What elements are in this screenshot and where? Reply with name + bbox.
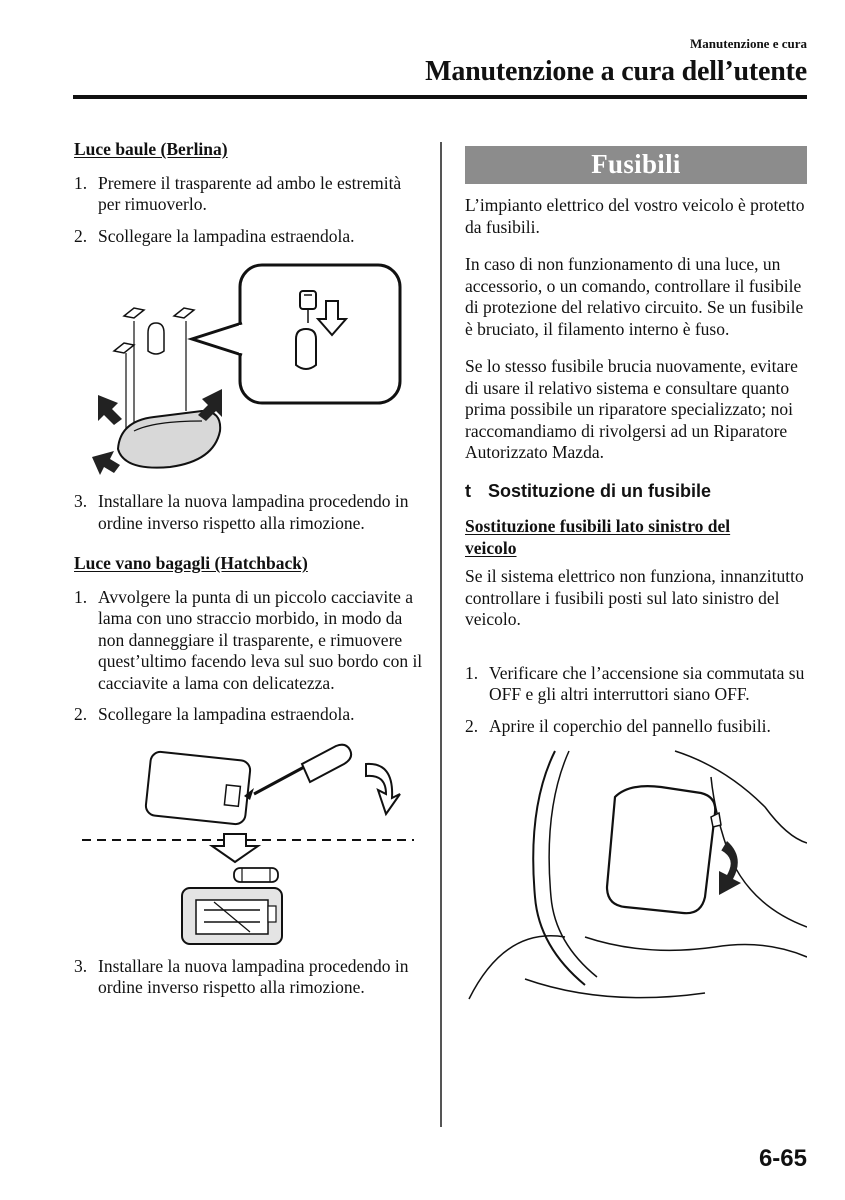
header-divider <box>73 95 807 99</box>
cargo-step-1 <box>74 587 426 695</box>
step-text: Avvolgere la punta di un piccolo cacciavite a lama con uno straccio morbido, in modo da non danneggiare il trasparente, e rimuovere quest’ultimo facendo leva sul suo bordo con il cacciavite a lama con delicatezza. <box>98 586 423 693</box>
trunk-step-2 <box>74 226 426 248</box>
step-number: 2. <box>74 704 88 724</box>
step-text: Installare la nuova lampadina procedendo in ordine inverso rispetto alla rimozione. <box>98 491 409 533</box>
header-section-label: Manutenzione e cura <box>690 36 807 51</box>
fuse-panel-illustration <box>465 747 807 1002</box>
right-column <box>465 146 807 1002</box>
cargo-step-3 <box>74 956 426 999</box>
step-number: 3. <box>74 955 88 976</box>
fuses-banner: Fusibili <box>465 146 807 184</box>
section-title: Sostituzione di un fusibile <box>488 480 711 501</box>
section-marker: t <box>465 480 471 501</box>
step-text: Scollegare la lampadina estraendola. <box>98 225 355 246</box>
step-number: 2. <box>74 225 88 246</box>
page-title: Manutenzione a cura dell’utente <box>425 56 807 87</box>
left-column <box>74 139 426 999</box>
step-text: Installare la nuova lampadina procedendo in ordine inverso rispetto alla rimozione. <box>98 955 409 997</box>
fuse-step-1 <box>465 663 807 706</box>
fuses-intro-paragraph: In caso di non funzionamento di una luce, un accessorio, o un comando, controllare il fusibile di protezione del relativo circuito. Se un fusibile è bruciato, il filamento interno è fuso. <box>465 254 804 339</box>
trunk-light-heading: Luce baule (Berlina) <box>74 139 228 159</box>
left-side-fuses-heading: Sostituzione fusibili lato sinistro del veicolo <box>465 516 731 558</box>
step-number: 1. <box>74 586 88 607</box>
step-number: 2. <box>465 715 479 736</box>
column-divider <box>440 142 442 1127</box>
trunk-step-1 <box>74 173 426 216</box>
trunk-light-illustration <box>74 261 426 483</box>
left-side-fuses-text: Se il sistema elettrico non funziona, innanzitutto controllare i fusibili posti sul lato sinistro del veicolo. <box>465 566 804 629</box>
step-number: 1. <box>465 662 479 683</box>
fuse-step-2 <box>465 716 807 738</box>
cargo-light-illustration <box>74 742 426 952</box>
fuses-intro-paragraph: L’impianto elettrico del vostro veicolo è protetto da fusibili. <box>465 195 805 237</box>
trunk-step-3 <box>74 491 426 534</box>
cargo-step-2 <box>74 704 426 726</box>
step-text: Premere il trasparente ad ambo le estremità per rimuoverlo. <box>98 172 402 214</box>
page-number: 6-65 <box>758 1145 807 1172</box>
step-number: 3. <box>74 491 88 511</box>
fuses-intro-paragraph: Se lo stesso fusibile brucia nuovamente, evitare di usare il relativo sistema e consultare quanto prima possibile un riparatore specializzato; noi raccomandiamo di rivolgersi ad un Riparatore Autorizzato Mazda. <box>465 356 798 462</box>
step-text: Verificare che l’accensione sia commutata su OFF e gli altri interruttori siano OFF. <box>489 662 805 704</box>
step-text: Scollegare la lampadina estraendola. <box>98 704 355 724</box>
step-number: 1. <box>74 172 88 193</box>
step-text: Aprire il coperchio del pannello fusibili. <box>489 715 771 736</box>
fuse-replacement-heading <box>465 481 807 503</box>
cargo-light-heading: Luce vano bagagli (Hatchback) <box>74 553 308 573</box>
